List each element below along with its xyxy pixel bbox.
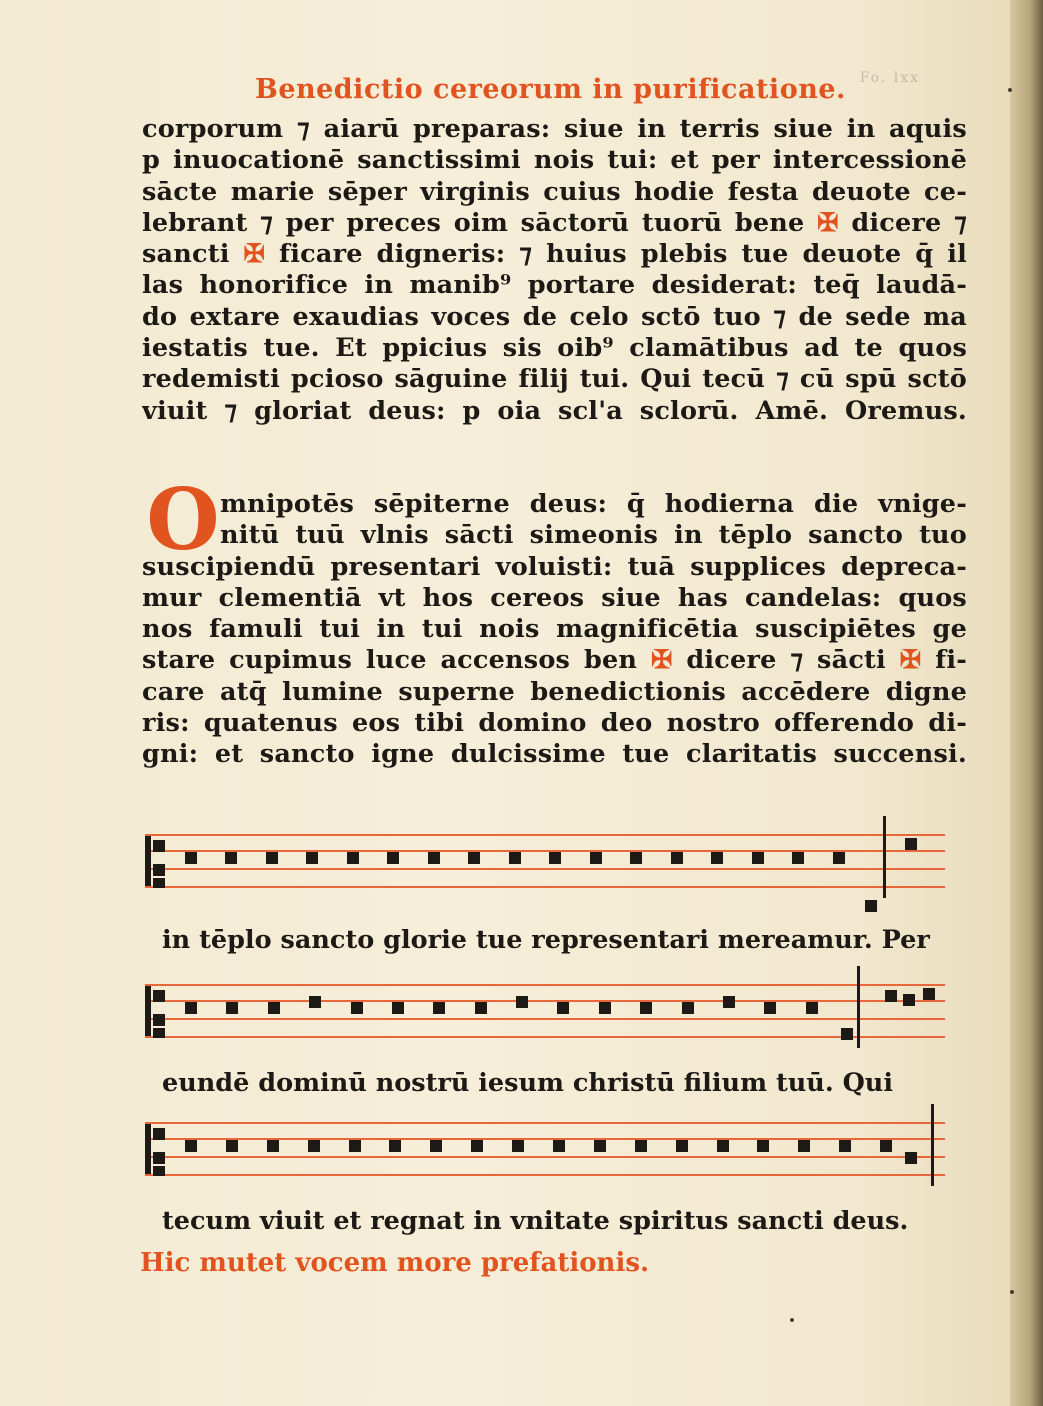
- rubric-instruction: Hic mutet vocem more prefationis.: [140, 1248, 650, 1278]
- music-staff-1: [145, 830, 945, 890]
- text-line: las honorifice in manib⁹ portare desiderat: teq̄ laudā-: [142, 270, 967, 301]
- text-line: corporum ⁊ aiarū preparas: siue in terris siue in aquis: [142, 114, 967, 144]
- chant-note: [764, 1002, 776, 1014]
- chant-note: [392, 1002, 404, 1014]
- chant-note: [711, 852, 723, 864]
- staff-line: [145, 1018, 945, 1020]
- chant-note: [509, 852, 521, 864]
- chant-note: [635, 1140, 647, 1152]
- staff-line: [145, 1036, 945, 1038]
- chant-note: [903, 994, 915, 1006]
- chant-note: [676, 1140, 688, 1152]
- chant-note: [723, 996, 735, 1008]
- red-cross-icon: ✠: [243, 239, 266, 270]
- book-gutter: [1010, 0, 1043, 1406]
- staff-line: [145, 1156, 945, 1158]
- page-speck: [790, 1318, 794, 1322]
- chant-note: [553, 1140, 565, 1152]
- bar-line: [883, 816, 886, 898]
- blessing-text: [142, 114, 967, 427]
- chant-note: [471, 1140, 483, 1152]
- chant-note: [226, 1140, 238, 1152]
- text-line: gni: et sancto igne dulcissime tue claritatis succensi.: [142, 739, 967, 770]
- chant-note: [468, 852, 480, 864]
- chant-note: [885, 990, 897, 1002]
- chant-note: [309, 996, 321, 1008]
- text-line: ris: quatenus eos tibi domino deo nostro offerendo di-: [142, 708, 967, 739]
- text-line: sācte marie sēper virginis cuius hodie festa deuote ce-: [142, 176, 967, 207]
- chant-note: [226, 1002, 238, 1014]
- red-cross-icon: ✠: [650, 645, 673, 676]
- staff-line: [145, 1122, 945, 1124]
- text-line: redemisti pcioso sāguine filij tui. Qui tecū ⁊ cū spū sctō: [142, 364, 967, 395]
- folio-number: Fo. lxx: [859, 70, 920, 86]
- chant-note: [549, 852, 561, 864]
- chant-note: [905, 838, 917, 850]
- chant-note: [841, 1028, 853, 1040]
- staff-line: [145, 868, 945, 870]
- prayer-text: [142, 489, 967, 771]
- text-line: mur clementiā vt hos cereos siue has candelas: quos: [142, 582, 967, 613]
- chant-note: [185, 1140, 197, 1152]
- chant-note: [792, 852, 804, 864]
- chant-note: [306, 852, 318, 864]
- clef-icon: [145, 834, 167, 890]
- staff-line: [145, 1000, 945, 1002]
- chant-note: [630, 852, 642, 864]
- chant-lyric-1: in tēplo sancto glorie tue representari mereamur. Per: [162, 925, 930, 955]
- staff-line: [145, 886, 945, 888]
- page-speck: [1008, 88, 1012, 92]
- chant-note: [717, 1140, 729, 1152]
- chant-note: [308, 1140, 320, 1152]
- red-cross-icon: ✠: [899, 645, 922, 676]
- chant-note: [430, 1140, 442, 1152]
- chant-note: [349, 1140, 361, 1152]
- chant-note: [389, 1140, 401, 1152]
- red-cross-icon: ✠: [817, 207, 839, 238]
- staff-line: [145, 834, 945, 836]
- chant-note: [671, 852, 683, 864]
- chant-note: [682, 1002, 694, 1014]
- chant-note: [865, 900, 877, 912]
- chant-note: [833, 852, 845, 864]
- page-speck: [1010, 1290, 1014, 1294]
- staff-line: [145, 1138, 945, 1140]
- chant-note: [640, 1002, 652, 1014]
- text-line: suscipiendū presentari voluisti: tuā supplices depreca-: [142, 551, 967, 582]
- chant-note: [798, 1140, 810, 1152]
- text-line: care atq̄ lumine superne benedictionis accēdere digne: [142, 676, 967, 707]
- chant-note: [433, 1002, 445, 1014]
- chant-note: [594, 1140, 606, 1152]
- chant-note: [905, 1152, 917, 1164]
- chant-note: [599, 1002, 611, 1014]
- chant-note: [839, 1140, 851, 1152]
- text-line: lebrant ⁊ per preces oim sāctorū tuorū bene ✠ dicere ⁊: [142, 207, 967, 238]
- chant-note: [347, 852, 359, 864]
- music-staff-2: [145, 980, 945, 1040]
- staff-line: [145, 1174, 945, 1176]
- text-line: iestatis tue. Et ppicius sis oib⁹ clamātibus ad te quos: [142, 333, 967, 364]
- chant-note: [267, 1140, 279, 1152]
- chant-note: [387, 852, 399, 864]
- chant-note: [351, 1002, 363, 1014]
- chant-note: [428, 852, 440, 864]
- clef-icon: [145, 1122, 167, 1178]
- chant-note: [266, 852, 278, 864]
- text-line: do extare exaudias voces de celo sctō tuo ⁊ de sede ma: [142, 301, 967, 332]
- chant-note: [185, 1002, 197, 1014]
- chant-note: [590, 852, 602, 864]
- red-initial-o: O: [146, 470, 220, 569]
- text-line: nos famuli tui in tui nois magnificētia suscipiētes ge: [142, 614, 967, 645]
- bar-line: [857, 966, 860, 1048]
- text-line: nitū tuū vlnis sācti simeonis in tēplo sancto tuo: [220, 520, 967, 551]
- clef-icon: [145, 984, 167, 1040]
- text-line: stare cupimus luce accensos ben ✠ dicere ⁊ sācti ✠ fi-: [142, 645, 967, 676]
- chant-note: [516, 996, 528, 1008]
- chant-note: [475, 1002, 487, 1014]
- chant-note: [268, 1002, 280, 1014]
- text-line: viuit ⁊ gloriat deus: p oia scl'a sclorū. Amē. Oremus.: [142, 395, 967, 426]
- chant-note: [225, 852, 237, 864]
- staff-line: [145, 984, 945, 986]
- rubric-heading: Benedictio cereorum in purificatione.: [255, 74, 846, 105]
- chant-note: [185, 852, 197, 864]
- bar-line: [931, 1104, 934, 1186]
- chant-note: [752, 852, 764, 864]
- chant-note: [923, 988, 935, 1000]
- chant-lyric-2: eundē dominū nostrū iesum christū filium tuū. Qui: [162, 1068, 894, 1098]
- chant-note: [806, 1002, 818, 1014]
- music-staff-3: [145, 1118, 945, 1178]
- chant-note: [557, 1002, 569, 1014]
- text-line: mnipotēs sēpiterne deus: q̄ hodierna die vnige-: [220, 489, 967, 519]
- chant-note: [880, 1140, 892, 1152]
- chant-note: [512, 1140, 524, 1152]
- chant-note: [757, 1140, 769, 1152]
- chant-lyric-3: tecum viuit et regnat in vnitate spiritus sancti deus.: [162, 1206, 909, 1236]
- text-line: sancti ✠ ficare digneris: ⁊ huius plebis tue deuote q̄ il: [142, 239, 967, 270]
- text-line: p inuocationē sanctissimi nois tui: et per intercessionē: [142, 145, 967, 176]
